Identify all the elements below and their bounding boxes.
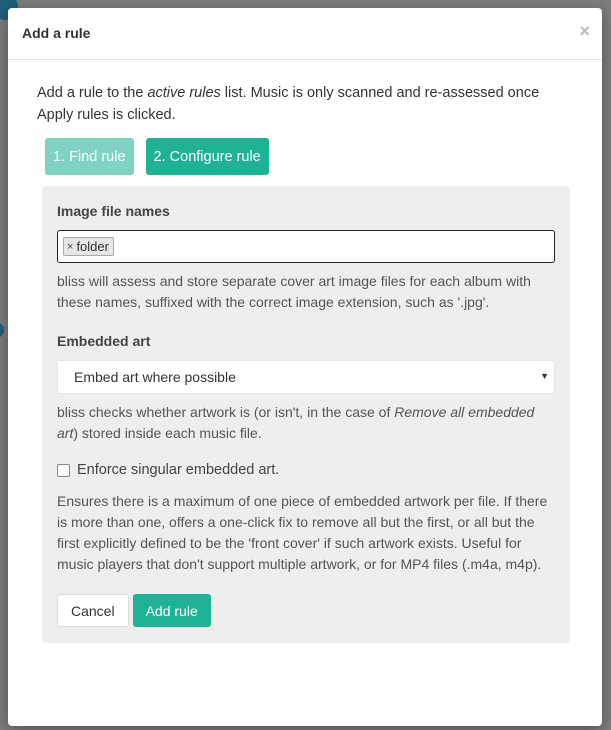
intro-text bbox=[37, 82, 573, 126]
intro-text-part1: Add a rule to the bbox=[37, 85, 148, 101]
step-configure-rule[interactable]: 2. Configure rule bbox=[146, 138, 269, 175]
add-rule-modal bbox=[8, 8, 602, 726]
close-icon[interactable]: × bbox=[579, 21, 590, 41]
add-rule-button[interactable]: Add rule bbox=[133, 594, 211, 627]
enforce-singular-row bbox=[57, 462, 555, 478]
modal-body bbox=[8, 60, 602, 643]
embedded-art-section bbox=[57, 333, 555, 444]
action-buttons bbox=[57, 594, 555, 627]
embedded-art-help-emphasis: Remove all embedded art bbox=[57, 404, 535, 441]
enforce-singular-label[interactable]: Enforce singular embedded art. bbox=[77, 462, 280, 478]
step-find-rule[interactable]: 1. Find rule bbox=[45, 138, 134, 175]
embedded-art-help-part1: bliss checks whether artwork is (or isn't, in the case of bbox=[57, 404, 395, 420]
configure-panel bbox=[42, 186, 570, 643]
caret-down-icon: ▼ bbox=[540, 371, 549, 381]
image-file-names-label: Image file names bbox=[57, 203, 170, 219]
embedded-art-help bbox=[57, 402, 555, 444]
modal-header bbox=[8, 8, 602, 60]
intro-text-part2: list. Music is only scanned and re-assessed once Apply rules is clicked. bbox=[37, 85, 540, 123]
wizard-steps bbox=[45, 138, 573, 175]
tag-folder bbox=[63, 237, 114, 256]
intro-text-emphasis: active rules bbox=[147, 85, 221, 101]
embedded-art-selected: Embed art where possible bbox=[74, 369, 236, 385]
embedded-art-select[interactable] bbox=[57, 360, 555, 394]
embedded-art-help-part2: ) stored inside each music file. bbox=[73, 425, 262, 441]
image-file-names-input[interactable] bbox=[57, 230, 555, 263]
tag-remove-icon[interactable]: × bbox=[67, 240, 74, 253]
embedded-art-label: Embedded art bbox=[57, 333, 151, 349]
background-marker bbox=[0, 322, 4, 338]
image-file-names-help: bliss will assess and store separate cover art image files for each album with these names, suffixed with the correct image extension, such as '.jpg'. bbox=[57, 273, 531, 310]
enforce-singular-checkbox[interactable] bbox=[57, 464, 70, 477]
modal-title: Add a rule bbox=[22, 25, 91, 41]
enforce-singular-help: Ensures there is a maximum of one piece of embedded artwork per file. If there is more than one, offers a one-click fix to remove all but the first, or all but the first explicitly defined to be the 'front cover' if such artwork exists. Useful for music players that don't support multiple artwork, or for MP4 files (.m4a, m4p). bbox=[57, 493, 548, 572]
tag-label: folder bbox=[76, 239, 109, 254]
cancel-button[interactable]: Cancel bbox=[57, 594, 129, 627]
